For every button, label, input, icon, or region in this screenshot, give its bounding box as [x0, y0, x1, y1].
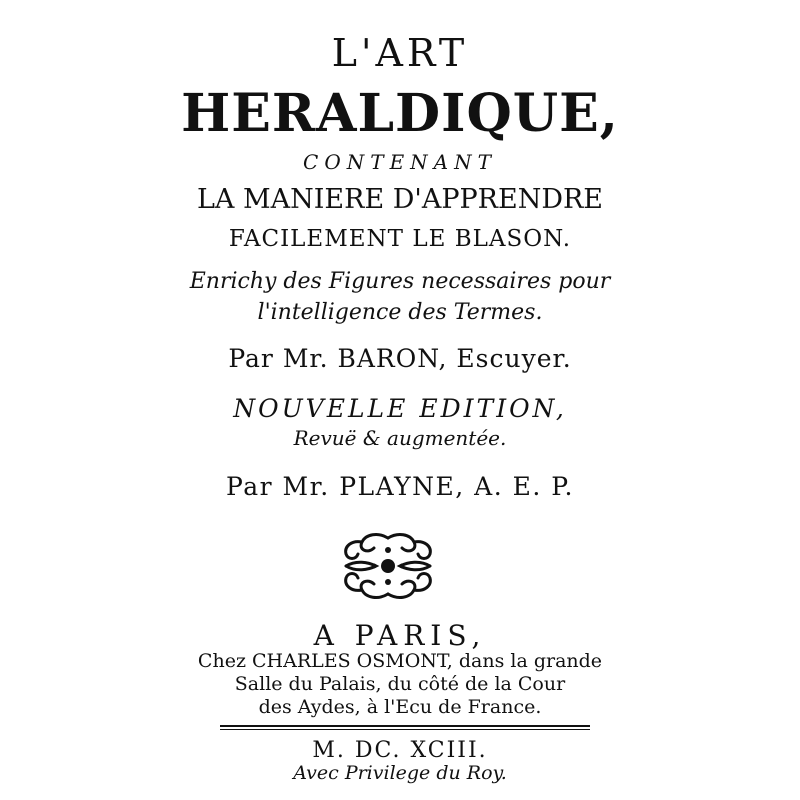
- edition-revised-line: Revuë & augmentée.: [293, 426, 507, 450]
- title-line-maniere: LA MANIERE D'APPRENDRE: [196, 184, 604, 215]
- subtitle-line-enrichy: Enrichy des Figures necessaires pour: [189, 269, 611, 294]
- title-line-heraldique: HERALDIQUE,: [181, 83, 619, 144]
- imprint-rule: [220, 725, 590, 727]
- imprint-line-aydes: des Aydes, à l'Ecu de France.: [258, 696, 542, 718]
- imprint-year: M. DC. XCIII.: [312, 738, 488, 763]
- title-line-blason: FACILEMENT LE BLASON.: [228, 226, 572, 252]
- fleuron-ornament-icon: [338, 530, 438, 602]
- imprint-rule-thin: [220, 729, 590, 730]
- subtitle-line-intelligence: l'intelligence des Termes.: [257, 300, 543, 325]
- author-line-playne: Par Mr. PLAYNE, A. E. P.: [226, 472, 574, 501]
- author-line-baron: Par Mr. BARON, Escuyer.: [228, 344, 572, 373]
- imprint-privilege: Avec Privilege du Roy.: [293, 762, 507, 784]
- title-line-contenant: CONTENANT: [303, 150, 497, 174]
- title-line-art: L'ART: [331, 31, 469, 75]
- imprint-line-osmont: Chez CHARLES OSMONT, dans la grande: [197, 650, 603, 672]
- imprint-city: A PARIS,: [313, 619, 487, 652]
- imprint-line-palais: Salle du Palais, du côté de la Cour: [234, 673, 566, 695]
- edition-line: NOUVELLE EDITION,: [233, 394, 567, 423]
